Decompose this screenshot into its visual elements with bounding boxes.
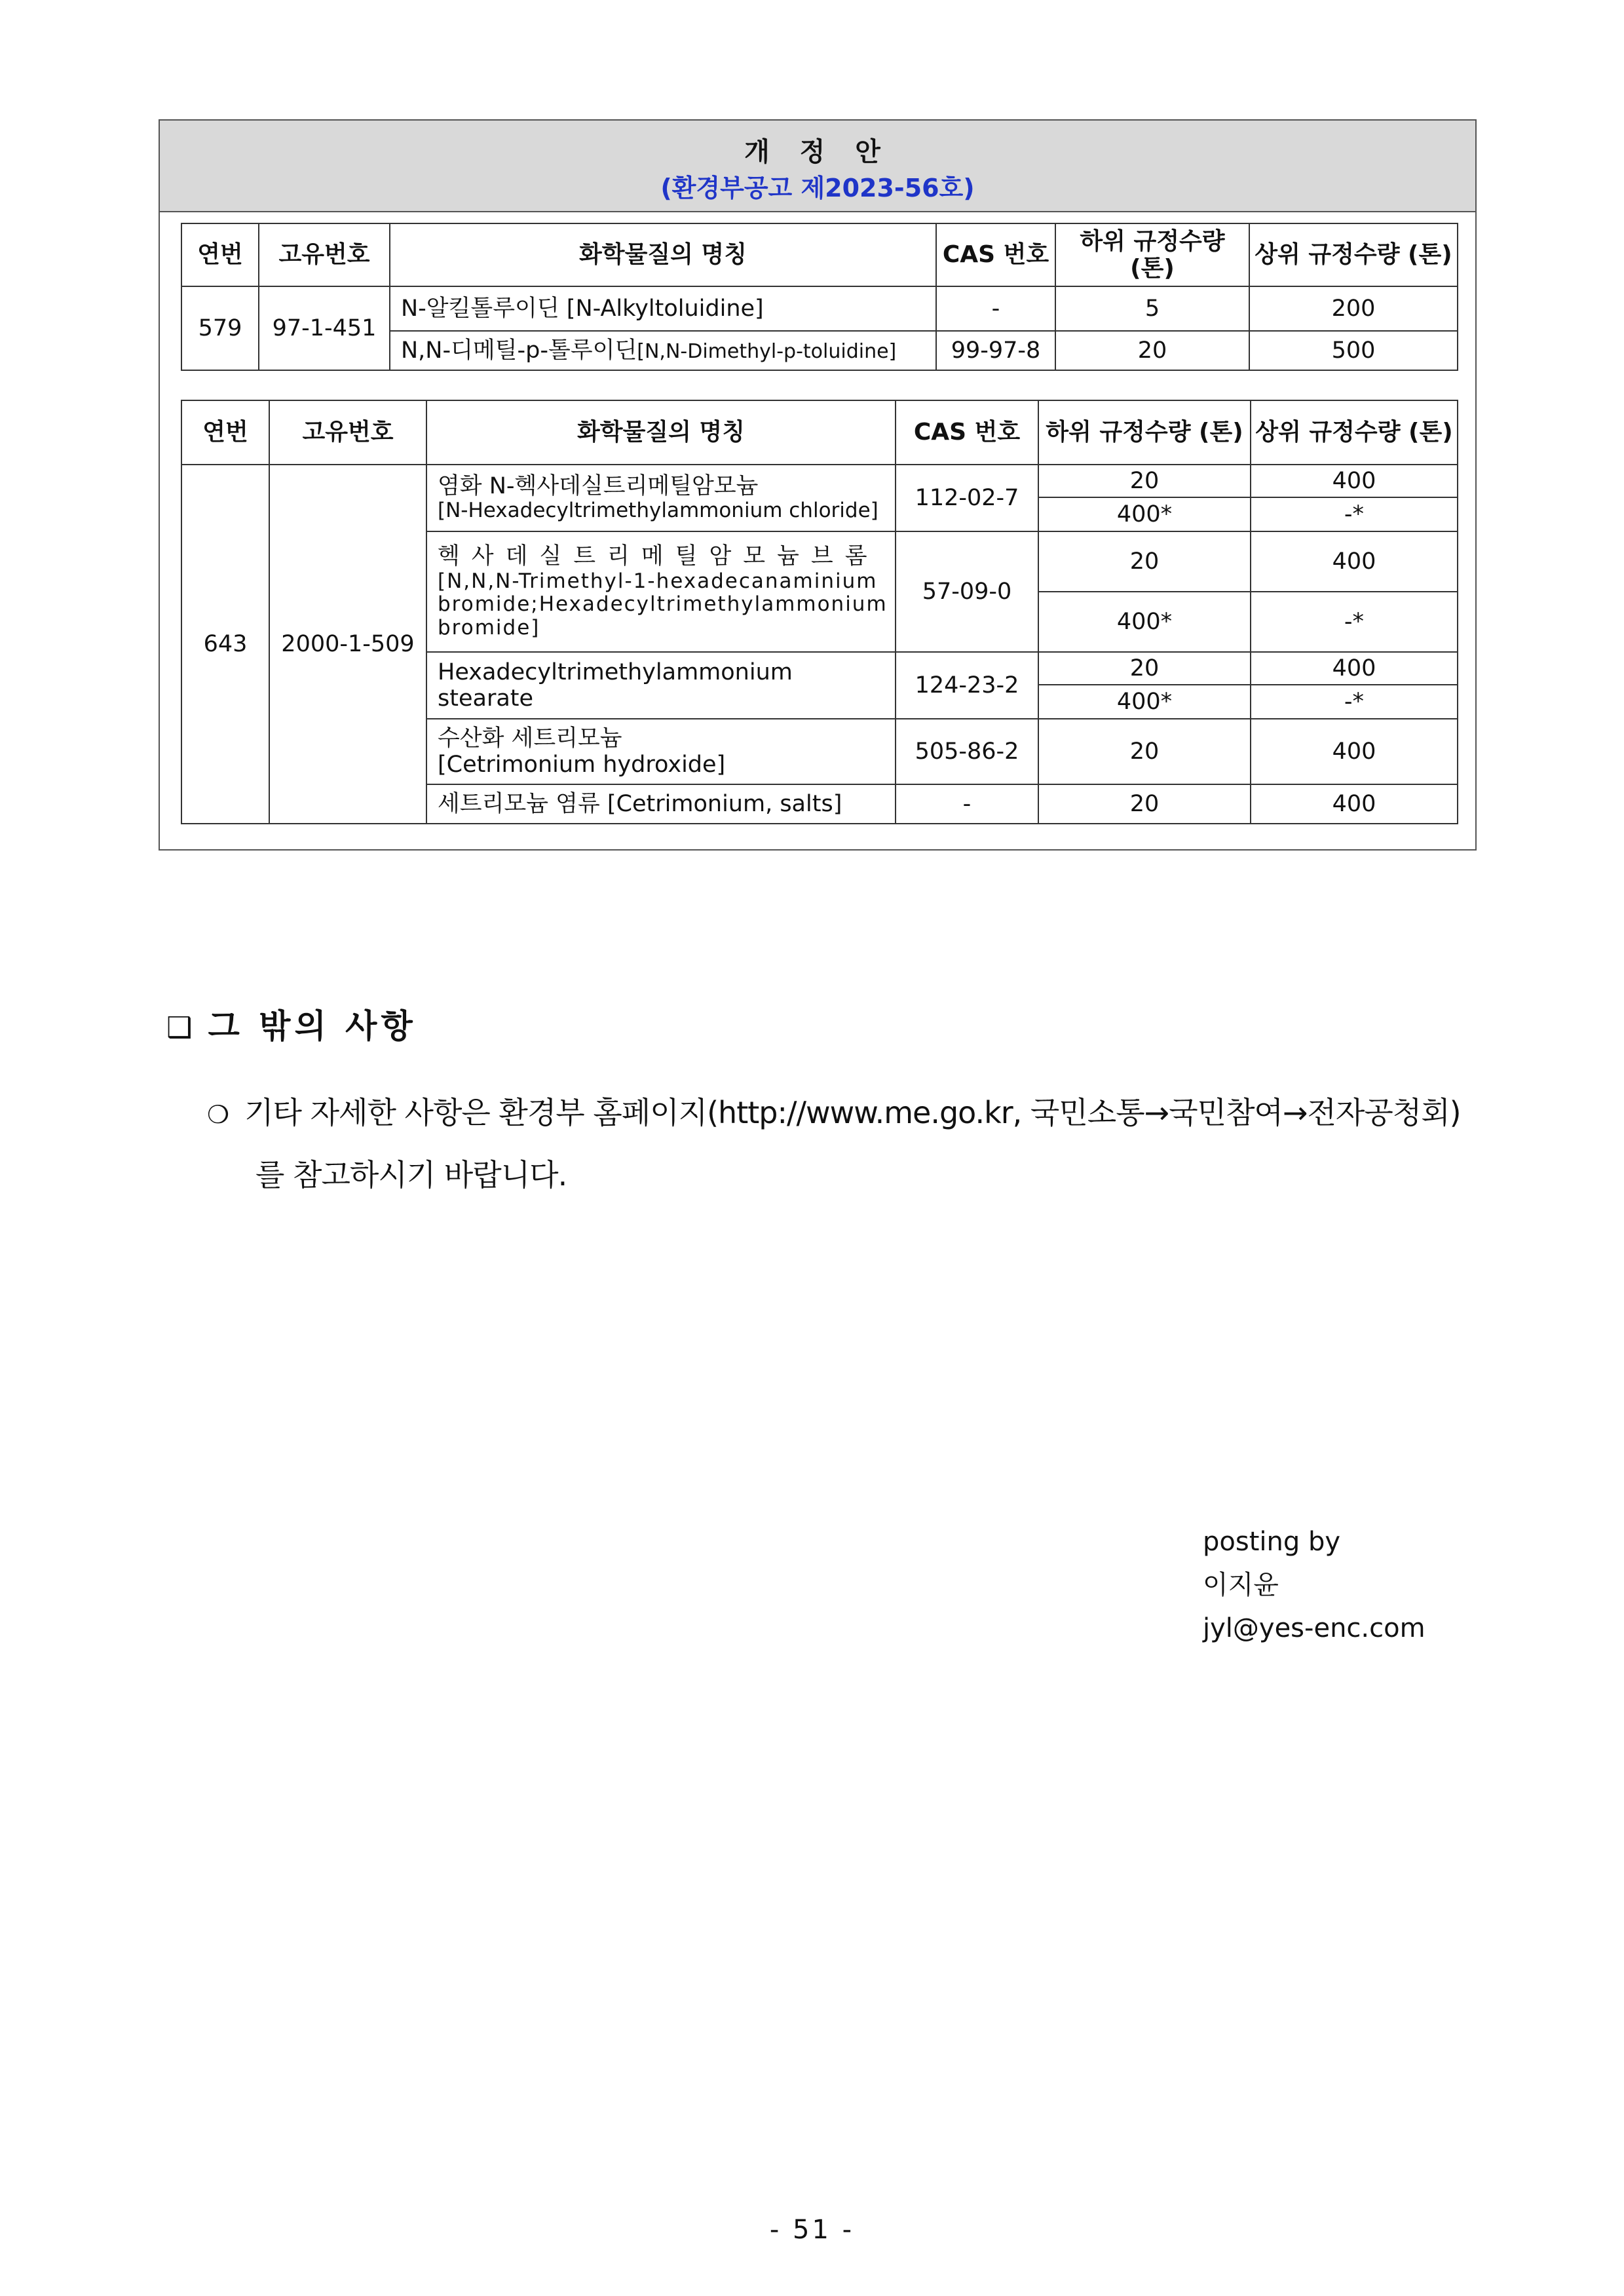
table-header-row [181,223,1458,286]
name-english: [N-Hexadecyltrimethylammonium chloride] [438,499,878,523]
header-id: 고유번호 [259,223,390,286]
amendment-box [159,119,1477,851]
cell-lower: 20 [1038,784,1251,824]
chemical-table-643 [181,400,1458,824]
cell-cas: - [936,286,1055,331]
amendment-notice-number: (환경부공고 제2023-56호) [660,174,975,202]
header-no: 연번 [181,223,259,286]
cell-upper: 200 [1249,286,1458,331]
amendment-title: 개 정 안 [744,137,891,167]
cell-name: N-알킬톨루이딘 [N-Alkyltoluidine] [390,286,936,331]
cell-name: 세트리모늄 염류 [Cetrimonium, salts] [426,784,896,824]
cell-lower: 400* [1038,497,1251,531]
header-upper-quantity: 상위 규정수량 (톤) [1251,400,1458,465]
header-cas: CAS 번호 [896,400,1038,465]
cell-upper: 400 [1251,465,1458,497]
table-row [181,465,1458,497]
table-row [181,286,1458,331]
cell-cas: 112-02-7 [896,465,1038,531]
cell-lower: 20 [1038,465,1251,497]
header-lower-quantity: 하위 규정수량 (톤) [1038,400,1251,465]
cell-name [390,331,936,370]
reference-paragraph [207,1082,1484,1205]
posting-label: posting by [1203,1527,1341,1557]
cell-id: 97-1-451 [259,286,390,370]
circle-bullet-icon: ❍ [207,1100,229,1129]
cell-cas: 505-86-2 [896,719,1038,784]
cell-name [426,531,896,652]
cell-upper: -* [1251,497,1458,531]
name-korean: 염화 N-헥사데실트리메틸암모늄 [438,473,759,500]
posting-credit [1203,1520,1426,1650]
cell-upper: -* [1251,685,1458,719]
cell-upper: 400 [1251,719,1458,784]
paragraph-line-1: 기타 자세한 사항은 환경부 홈페이지(http://www.me.go.kr, 국민소통→국민참여→전자공청회) [244,1095,1461,1130]
name-korean: 수산화 세트리모늄 [438,725,622,752]
header-cas: CAS 번호 [936,223,1055,286]
chemical-table-579 [181,223,1458,371]
cell-id: 2000-1-509 [269,465,426,824]
section-heading-text: 그 밖의 사항 [208,1007,417,1045]
cell-cas: 99-97-8 [936,331,1055,370]
cell-no: 579 [181,286,259,370]
header-name: 화학물질의 명칭 [390,223,936,286]
cell-upper: 400 [1251,531,1458,592]
cell-upper: -* [1251,592,1458,652]
cell-upper: 500 [1249,331,1458,370]
cell-cas: 57-09-0 [896,531,1038,652]
name-english: [Cetrimonium hydroxide] [438,752,726,778]
cell-no: 643 [181,465,269,824]
name-english: [N,N-Dimethyl-p-toluidine] [637,339,897,363]
cell-name [426,465,896,531]
header-no: 연번 [181,400,269,465]
name-korean: N,N-디메틸-p-톨루이딘 [401,337,637,364]
cell-lower: 5 [1055,286,1249,331]
header-upper-quantity: 상위 규정수량 (톤) [1249,223,1458,286]
cell-name [426,719,896,784]
cell-lower: 400* [1038,592,1251,652]
cell-lower: 20 [1038,652,1251,685]
cell-lower: 400* [1038,685,1251,719]
section-heading [166,1000,417,1047]
paragraph-line-2: 를 참고하시기 바랍니다. [255,1157,567,1193]
cell-lower: 20 [1038,531,1251,592]
header-lower-quantity: 하위 규정수량 (톤) [1055,223,1249,286]
cell-upper: 400 [1251,652,1458,685]
name-english: [N,N,N-Trimethyl-1-hexadecanaminium bromide;Hexadecyltrimethylammonium bromide] [438,569,888,640]
table-header-row [181,400,1458,465]
cell-cas: 124-23-2 [896,652,1038,719]
cell-name: Hexadecyltrimethylammonium stearate [426,652,896,719]
cell-lower: 20 [1038,719,1251,784]
cell-upper: 400 [1251,784,1458,824]
posting-email: jyl@yes-enc.com [1203,1613,1426,1643]
page-number: - 51 - [769,2215,855,2245]
header-name: 화학물질의 명칭 [426,400,896,465]
posting-author: 이지윤 [1203,1570,1279,1600]
cell-cas: - [896,784,1038,824]
header-id: 고유번호 [269,400,426,465]
cell-lower: 20 [1055,331,1249,370]
name-korean: 헥사데실트리메틸암모늄브롬 [438,543,879,570]
checkbox-square-icon: ❑ [166,1011,193,1044]
amendment-header [160,121,1475,212]
